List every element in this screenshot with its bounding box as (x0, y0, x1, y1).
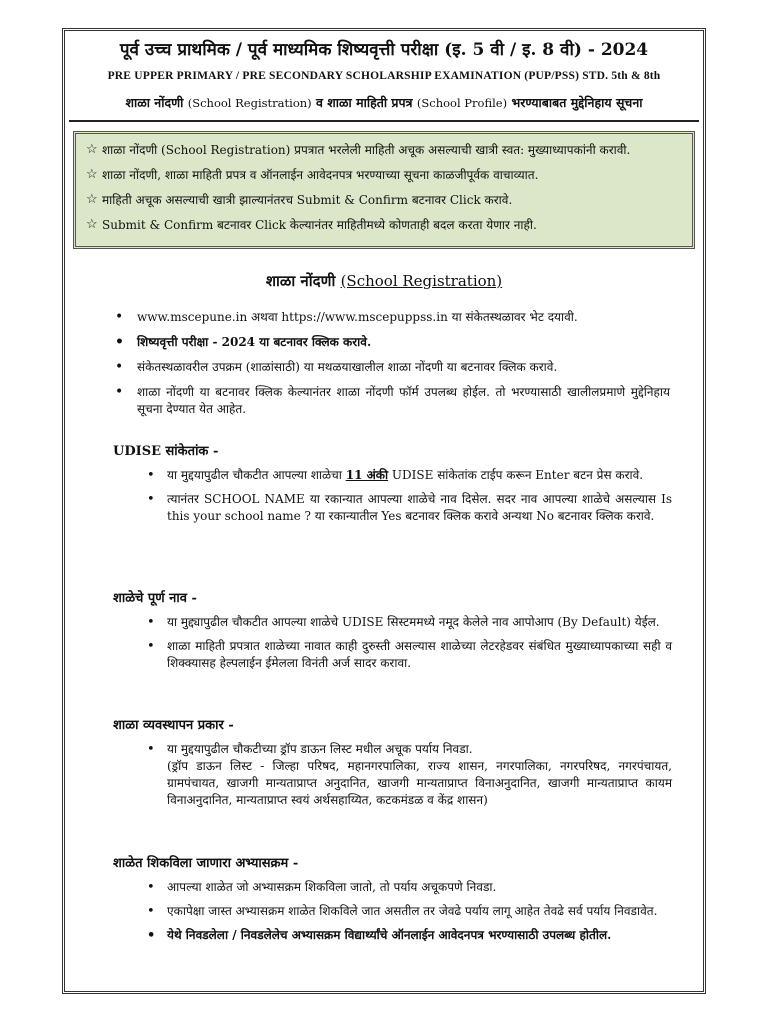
curriculum-heading: शाळेत शिकविला जाणारा अभ्यासक्रम - (113, 856, 299, 871)
school-name-list (147, 614, 672, 679)
note-text: माहिती अचूक असल्याची खात्री झाल्यानंतरच Submit & Confirm बटनावर Click करावे. (102, 193, 513, 207)
management-dropdown-options: (ड्रॉप डाऊन लिस्ट - जिल्हा परिषद, महानगरपालिका, राज्य शासन, नगरपालिका, नगरपरिषद, नगरपंचायत, ग्रामपंचायत, खाजगी मान्यताप्राप्त अनुदानित, खाजगी मान्यताप्राप्त विनाअनुदानित, खाजगी मान्यताप्राप्त कायम विनाअनुदानित, मान्यताप्राप्त स्वयं अर्थसहाय्यित, कटकमंडळ व केंद्र शासन) (167, 759, 672, 807)
list-item (115, 359, 670, 376)
list-item (147, 491, 672, 525)
list-item (147, 927, 672, 944)
subtitle-part1: शाळा नोंदणी (125, 95, 184, 110)
udise-list (147, 467, 672, 532)
management-heading: शाळा व्यवस्थापन प्रकार - (113, 718, 234, 733)
instruction-note-box (73, 131, 695, 249)
step-text: शाळा नोंदणी या बटनावर क्लिक केल्यानंतर शाळा नोंदणी फॉर्म उपलब्ध होईल. तो भरण्यासाठी खालीलप्रमाणे मुद्देनिहाय सूचना देण्यात येत आहेत. (137, 385, 670, 416)
page-frame (62, 28, 706, 994)
section-title (65, 271, 703, 291)
management-text: या मुद्दयापुढील चौकटीच्या ड्रॉप डाऊन लिस्ट मधील अचूक पर्याय निवडा. (167, 742, 473, 756)
bullet-dot-icon: • (147, 742, 155, 757)
curriculum-text-1: आपल्या शाळेत जो अभ्यासक्रम शिकविला जातो, तो पर्याय अचूकपणे निवडा. (167, 880, 497, 894)
udise-heading: UDISE सांकेतांक - (113, 444, 219, 459)
subtitle-part3: भरण्याबाबत मुद्देनिहाय सूचना (511, 95, 643, 110)
udise-text-underlined: 11 अंकी (345, 468, 389, 482)
step-text: www.mscepune.in अथवा https://www.mscepuppss.in या संकेतस्थळावर भेट दयावी. (137, 310, 578, 324)
bullet-dot-icon: • (147, 492, 155, 507)
star-outline-icon: ☆ (86, 217, 98, 232)
school-name-text-1: या मुद्द्यापुढील चौकटीत आपल्या शाळेचे UDISE सिस्टममध्ये नमूद केलेले नाव आपोआप (By Default) येईल. (167, 615, 660, 629)
bullet-dot-icon: • (147, 928, 156, 943)
curriculum-text-3: येथे निवडलेला / निवडलेलेच अभ्यासक्रम विद्यार्थ्यांचे ऑनलाईन आवेदनपत्र भरण्यासाठी उपलब्ध होतील. (167, 928, 612, 942)
list-item (115, 384, 670, 418)
step-text: संकेतस्थळावरील उपक्रम (शाळांसाठी) या मथळयाखालील शाळा नोंदणी या बटनावर क्लिक करावे. (137, 360, 558, 374)
bullet-dot-icon: • (147, 904, 155, 919)
step-text: शिष्यवृत्ती परीक्षा - 2024 या बटनावर क्लिक करावे. (137, 335, 372, 349)
list-item (147, 467, 672, 484)
udise-text-2: त्यानंतर SCHOOL NAME या रकान्यात आपल्या शाळेचे नाव दिसेल. सदर नाव आपल्या शाळेचे असल्यास Is this your school name ? या रकान्यातील Yes बटनावर क्लिक करावे अन्यथा No बटनावर क्लिक करावे. (167, 492, 672, 523)
list-item (147, 614, 672, 631)
header-title-english: PRE UPPER PRIMARY / PRE SECONDARY SCHOLARSHIP EXAMINATION (PUP/PSS) STD. 5th & 8th (107, 70, 661, 82)
star-outline-icon: ☆ (86, 192, 98, 207)
note-item (86, 142, 682, 158)
registration-steps-list (115, 309, 670, 426)
bullet-dot-icon: • (147, 468, 155, 483)
list-item (115, 334, 670, 351)
list-item (147, 741, 672, 809)
star-outline-icon: ☆ (86, 142, 98, 157)
udise-text-a: या मुद्दयापुढील चौकटीत आपल्या शाळेचा (167, 468, 342, 482)
management-list (147, 741, 672, 816)
section-title-marathi: शाळा नोंदणी (265, 272, 336, 290)
bullet-dot-icon: • (115, 359, 124, 375)
note-item (86, 217, 682, 233)
header-divider (69, 120, 699, 122)
bullet-dot-icon: • (147, 880, 155, 895)
bullet-dot-icon: • (115, 309, 124, 325)
subtitle-part2: व शाळा माहिती प्रपत्र (316, 95, 413, 110)
bullet-dot-icon: • (115, 384, 124, 400)
school-name-text-2: शाळा माहिती प्रपत्रात शाळेच्या नावात काही दुरुस्ती असल्यास शाळेच्या लेटरहेडवर संबंधित मुख्याध्यापकाच्या सही व शिक्क्यासह हेल्पलाईन ईमेलला विनंती अर्ज सादर करावा. (167, 639, 672, 670)
curriculum-text-2: एकापेक्षा जास्त अभ्यासक्रम शाळेत शिकविले जात असतील तर जेवढे पर्याय लागू आहेत तेवढे सर्व पर्याय निवडावेत. (167, 904, 658, 918)
note-text: Submit & Confirm बटनावर Click केल्यानंतर माहितीमध्ये कोणताही बदल करता येणार नाही. (102, 218, 537, 232)
header-subtitle (65, 94, 703, 111)
note-text: शाळा नोंदणी (School Registration) प्रपत्रात भरलेली माहिती अचूक असल्याची खात्री स्वत: मुख्याध्यापकांनी करावी. (102, 143, 631, 157)
list-item (147, 638, 672, 672)
school-name-heading: शाळेचे पूर्ण नाव - (113, 591, 197, 606)
section-title-english: (School Registration) (340, 272, 503, 290)
subtitle-eng2: (School Profile) (416, 96, 508, 110)
list-item (147, 903, 672, 920)
bullet-dot-icon: • (147, 615, 155, 630)
subtitle-eng1: (School Registration) (187, 96, 312, 110)
list-item (147, 879, 672, 896)
header-title-marathi: पूर्व उच्च प्राथमिक / पूर्व माध्यमिक शिष्यवृत्ती परीक्षा (इ. 5 वी / इ. 8 वी) - 2024 (119, 40, 649, 60)
star-outline-icon: ☆ (86, 167, 98, 182)
bullet-dot-icon: • (115, 334, 124, 350)
list-item (115, 309, 670, 326)
note-item (86, 167, 682, 183)
note-text: शाळा नोंदणी, शाळा माहिती प्रपत्र व ऑनलाईन आवेदनपत्र भरण्याच्या सूचना काळजीपूर्वक वाचाव्यात. (102, 168, 539, 182)
note-item (86, 192, 682, 208)
bullet-dot-icon: • (147, 639, 155, 654)
udise-text-b: UDISE सांकेतांक टाईप करून Enter बटन प्रेस करावे. (391, 468, 644, 482)
curriculum-list (147, 879, 672, 951)
